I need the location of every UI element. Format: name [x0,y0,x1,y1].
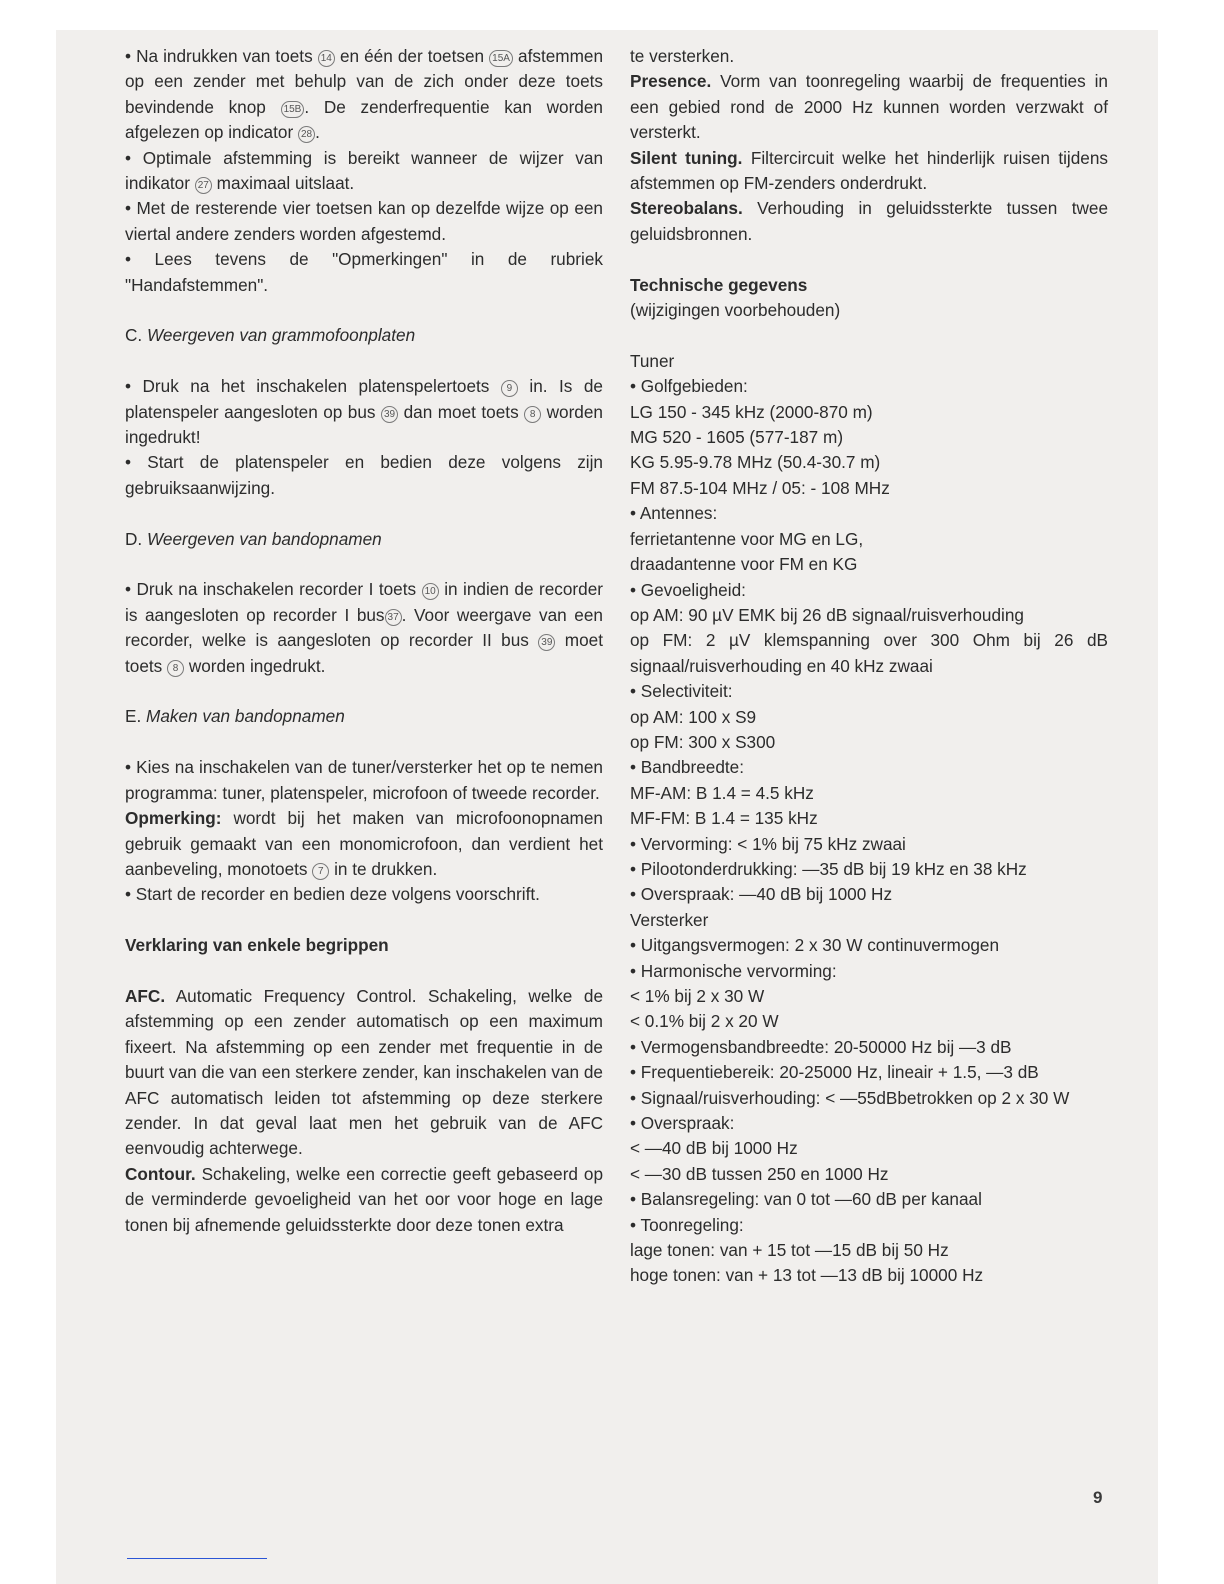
spec-line: LG 150 - 345 kHz (2000-870 m) [630,401,873,422]
paragraph-tuning-keys: • Na indrukken van toets 14 en één der toetsen 15A afstemmen op een zender met behulp van de zich onder deze toets bevindende knop 15B . De zenderfrequentie kan worden afgelezen op indicator 28 . [125,46,604,143]
spec-line: < —30 dB tussen 250 en 1000 Hz [630,1163,889,1184]
spec-line: • Overspraak: —40 dB bij 1000 Hz [630,884,893,905]
spec-line: • Antennes: [630,503,718,524]
spec-line: draadantenne voor FM en KG [630,554,858,575]
callout-marker: 39 [538,634,555,651]
spec-sensitivity-fm: op FM: 2 µV klemspanning over 300 Ohm bij 26 dB signaal/ruisverhouding en 40 kHz zwaai [630,630,1108,676]
callout-marker: 39 [381,406,398,423]
spec-line: • Vervorming: < 1% bij 75 kHz zwaai [630,833,906,854]
callout-marker: 10 [422,583,439,600]
spec-line: hoge tonen: van + 13 tot —13 dB bij 10000 Hz [630,1265,984,1286]
paragraph-tape-playback: • Druk na inschakelen recorder I toets 10 in indien de recorder is aangesloten op recorder I bus 37 . Voor weergave van een recorder, welke is aangesloten op recorder II bus 39 moet toets 8 worden ingedrukt. [125,579,603,676]
paragraph-select-program: • Kies na inschakelen van de tuner/versterker het op te nemen programma: tuner, platenspeler, microfoon of tweede recorder. [125,757,603,803]
callout-marker: 15A [489,50,513,67]
spec-line: < 0.1% bij 2 x 20 W [630,1011,779,1032]
spec-line: • Gevoeligheid: [630,579,746,600]
technical-data-subtitle: (wijzigingen voorbehouden) [630,300,841,321]
callout-marker: 15B [281,101,305,118]
spec-line: MF-FM: B 1.4 = 135 kHz [630,808,818,829]
spec-power-bandwidth: • Vermogensbandbreedte: 20-50000 Hz bij —3 dB [630,1036,1012,1057]
footer-rule [127,1558,267,1559]
spec-line: < 1% bij 2 x 30 W [630,986,765,1006]
paragraph-remarks: • Lees tevens de "Opmerkingen" in de rubriek "Handafstemmen". [125,249,603,295]
spec-frequency-range: • Frequentiebereik: 20-25000 Hz, lineair + 1.5, —3 dB [630,1062,1039,1083]
callout-marker: 9 [501,380,518,397]
heading-section-d: D. Weergeven van bandopnamen [125,528,382,549]
spec-line: KG 5.95-9.78 MHz (50.4-30.7 m) [630,452,881,473]
paragraph-optimal-tuning: • Optimale afstemming is bereikt wanneer de wijzer van indikator 27 maximaal uitslaat. [125,147,603,194]
spec-line: • Balansregeling: van 0 tot —60 dB per kanaal [630,1189,982,1210]
contour-continuation: te versterken. [630,46,735,66]
spec-output-power: • Uitgangsvermogen: 2 x 30 W continuvermogen [630,935,1000,956]
spec-line: MF-AM: B 1.4 = 4.5 kHz [630,782,814,803]
glossary-contour: Contour. Schakeling, welke een correctie geeft gebaseerd op de verminderde gevoeligheid van het oor voor hoge en lage tonen bij afnemende geluidssterkte door deze tonen extra [125,1163,604,1235]
paragraph-remaining-keys: • Met de resterende vier toetsen kan op dezelfde wijze op een viertal andere zenders worden afgestemd. [125,198,603,244]
callout-marker: 8 [167,660,184,677]
paragraph-turntable: • Druk na het inschakelen platenspelertoets 9 in. Is de platenspeler aangesloten op bus 39 dan moet toets 8 worden ingedrukt! [125,376,603,448]
spec-line: Versterker [630,909,709,930]
callout-marker: 37 [385,609,402,626]
spec-line: lage tonen: van + 15 tot —15 dB bij 50 Hz [630,1240,949,1261]
right-column [630,44,1108,1289]
spec-line: ferrietantenne voor MG en LG, [630,528,864,549]
spec-line: FM 87.5-104 MHz / 05: - 108 MHz [630,477,890,498]
left-column [125,44,603,1238]
page-number: 9 [1093,1488,1103,1507]
spec-line: Tuner [630,350,675,371]
glossary-presence: Presence. Vorm van toonregeling waarbij de frequenties in een gebied rond de 2000 Hz kunnen worden verzwakt of versterkt. [630,71,1108,143]
callout-marker: 28 [298,126,315,143]
heading-section-c: C. Weergeven van grammofoonplaten [125,325,416,346]
callout-marker: 7 [312,863,329,880]
spec-line: op FM: 300 x S300 [630,731,776,752]
spec-pilot-suppression: • Pilootonderdrukking: —35 dB bij 19 kHz en 38 kHz [630,858,1027,879]
heading-technical-data: Technische gegevens [630,274,808,295]
glossary-stereobalans: Stereobalans. Verhouding in geluidssterkte tussen twee geluidsbronnen. [630,198,1108,244]
callout-marker: 8 [524,406,541,423]
spec-line: • Overspraak: [630,1113,735,1134]
spec-line: • Bandbreedte: [630,757,745,778]
spec-line: • Harmonische vervorming: [630,960,837,981]
paragraph-remark-microphone: Opmerking: wordt bij het maken van microfoonopnamen gebruik gemaakt van een monomicrofoon, dan verdient het aanbeveling, monotoets 7 in te drukken. [125,808,603,879]
spec-line: • Toonregeling: [630,1214,744,1235]
spec-sensitivity-am: op AM: 90 µV EMK bij 26 dB signaal/ruisverhouding [630,604,1024,625]
callout-marker: 14 [318,50,335,67]
spec-line: op AM: 100 x S9 [630,706,757,727]
glossary-afc: AFC. Automatic Frequency Control. Schakeling, welke de afstemming op een zender automatisch op een maximum fixeert. Na afstemming op een zender met frequentie in de buurt van die van een sterkere zender, kan inschakelen van de AFC automatisch leiden tot afstemming op deze sterkere zender. In dat geval laat men het gebruik van de AFC eenvoudig achterwege. [125,985,603,1159]
spec-line: • Golfgebieden: [630,376,748,397]
spec-line: < —40 dB bij 1000 Hz [630,1138,798,1159]
callout-marker: 27 [195,177,212,194]
spec-line: MG 520 - 1605 (577-187 m) [630,427,844,448]
spec-signal-noise: • Signaal/ruisverhouding: < —55dBbetrokken op 2 x 30 W [630,1087,1070,1108]
heading-section-e: E. Maken van bandopnamen [125,706,345,727]
spec-line: • Selectiviteit: [630,681,733,702]
glossary-silent-tuning: Silent tuning. Filtercircuit welke het hinderlijk ruisen tijdens afstemmen op FM-zenders onderdrukt. [630,147,1108,194]
paragraph-start-recorder: • Start de recorder en bedien deze volgens voorschrift. [125,884,540,905]
paragraph-start-turntable: • Start de platenspeler en bedien deze volgens zijn gebruiksaanwijzing. [125,452,603,498]
heading-glossary: Verklaring van enkele begrippen [125,935,389,956]
